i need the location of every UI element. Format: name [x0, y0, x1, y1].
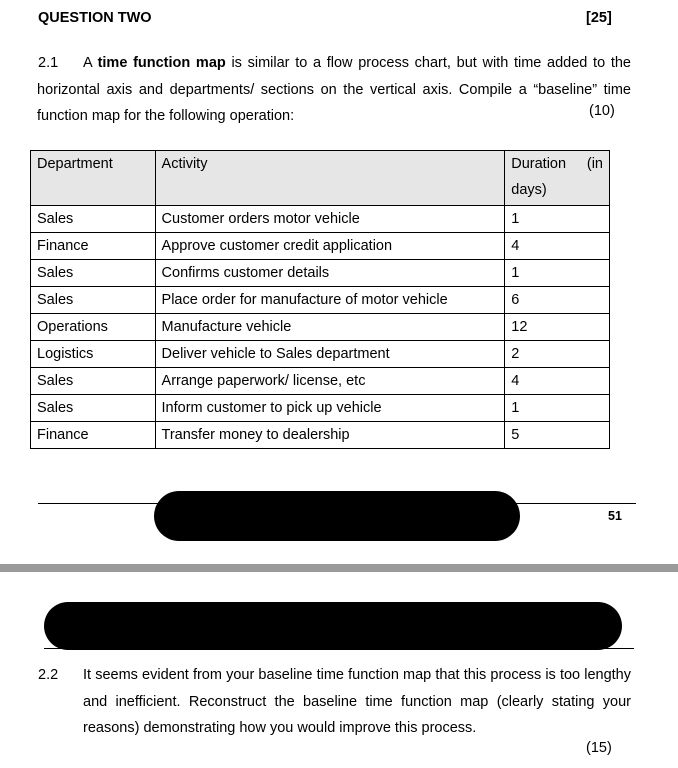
- row-activity: Arrange paperwork/ license, etc: [155, 368, 505, 395]
- row-duration: 1: [505, 260, 610, 287]
- part-1-number: 2.1: [38, 55, 59, 71]
- redaction-mark-header: [44, 602, 622, 650]
- part-2-text: It seems evident from your baseline time function map that this process is too lengthy and inefficient. Reconstruct the baseline time function map (clearly stating your reasons) demonstrating how you would improve this process.: [83, 667, 631, 736]
- table-row: [31, 206, 610, 233]
- header-duration-line-1: [511, 151, 603, 177]
- row-activity: Confirms customer details: [155, 260, 505, 287]
- row-department: Sales: [31, 287, 156, 314]
- header-activity: Activity: [155, 151, 505, 206]
- row-activity: Customer orders motor vehicle: [155, 206, 505, 233]
- row-duration: 5: [505, 422, 610, 449]
- table-row: [31, 422, 610, 449]
- part-1-marks: (10): [589, 103, 615, 119]
- row-department: Sales: [31, 206, 156, 233]
- redaction-mark-footer: [154, 491, 520, 541]
- row-activity: Transfer money to dealership: [155, 422, 505, 449]
- header-duration-in: (in: [586, 156, 603, 172]
- part-1-text: [37, 50, 631, 130]
- table-row: [31, 233, 610, 260]
- part-1-bold-term: time function map: [97, 55, 226, 71]
- header-duration-line-2: days): [511, 182, 547, 198]
- row-duration: 2: [505, 341, 610, 368]
- row-activity: Approve customer credit application: [155, 233, 505, 260]
- row-activity: Inform customer to pick up vehicle: [155, 395, 505, 422]
- row-duration: 4: [505, 368, 610, 395]
- question-marks: [25]: [586, 10, 612, 26]
- table-row: [31, 287, 610, 314]
- row-department: Sales: [31, 368, 156, 395]
- activities-table: [30, 150, 610, 449]
- row-department: Sales: [31, 395, 156, 422]
- table-row: [31, 395, 610, 422]
- row-activity: Deliver vehicle to Sales department: [155, 341, 505, 368]
- part-2-marks: (15): [586, 740, 612, 756]
- part-1-text-after: is similar to a flow process chart, but with time added to the horizontal axis and departments/ sections on the vertical axis. Compile a “baseline” time function map for the following operation:: [37, 55, 631, 124]
- row-department: Sales: [31, 260, 156, 287]
- row-activity: Manufacture vehicle: [155, 314, 505, 341]
- header-duration: [505, 151, 610, 206]
- table-row: [31, 260, 610, 287]
- table-row: [31, 341, 610, 368]
- row-duration: 4: [505, 233, 610, 260]
- row-duration: 6: [505, 287, 610, 314]
- row-activity: Place order for manufacture of motor vehicle: [155, 287, 505, 314]
- part-2-number: 2.2: [38, 667, 59, 683]
- row-duration: 1: [505, 206, 610, 233]
- table-header-row: [31, 151, 610, 206]
- row-department: Logistics: [31, 341, 156, 368]
- page-break-divider: [0, 564, 678, 572]
- table-row: [31, 314, 610, 341]
- row-department: Finance: [31, 422, 156, 449]
- question-title: QUESTION TWO: [38, 10, 152, 26]
- row-department: Finance: [31, 233, 156, 260]
- row-duration: 1: [505, 395, 610, 422]
- header-rule: [44, 648, 634, 649]
- table-row: [31, 368, 610, 395]
- header-department: Department: [31, 151, 156, 206]
- part-1-text-before: A: [83, 55, 98, 71]
- row-department: Operations: [31, 314, 156, 341]
- row-duration: 12: [505, 314, 610, 341]
- header-duration-word: Duration: [511, 156, 567, 172]
- page-number: 51: [608, 509, 622, 523]
